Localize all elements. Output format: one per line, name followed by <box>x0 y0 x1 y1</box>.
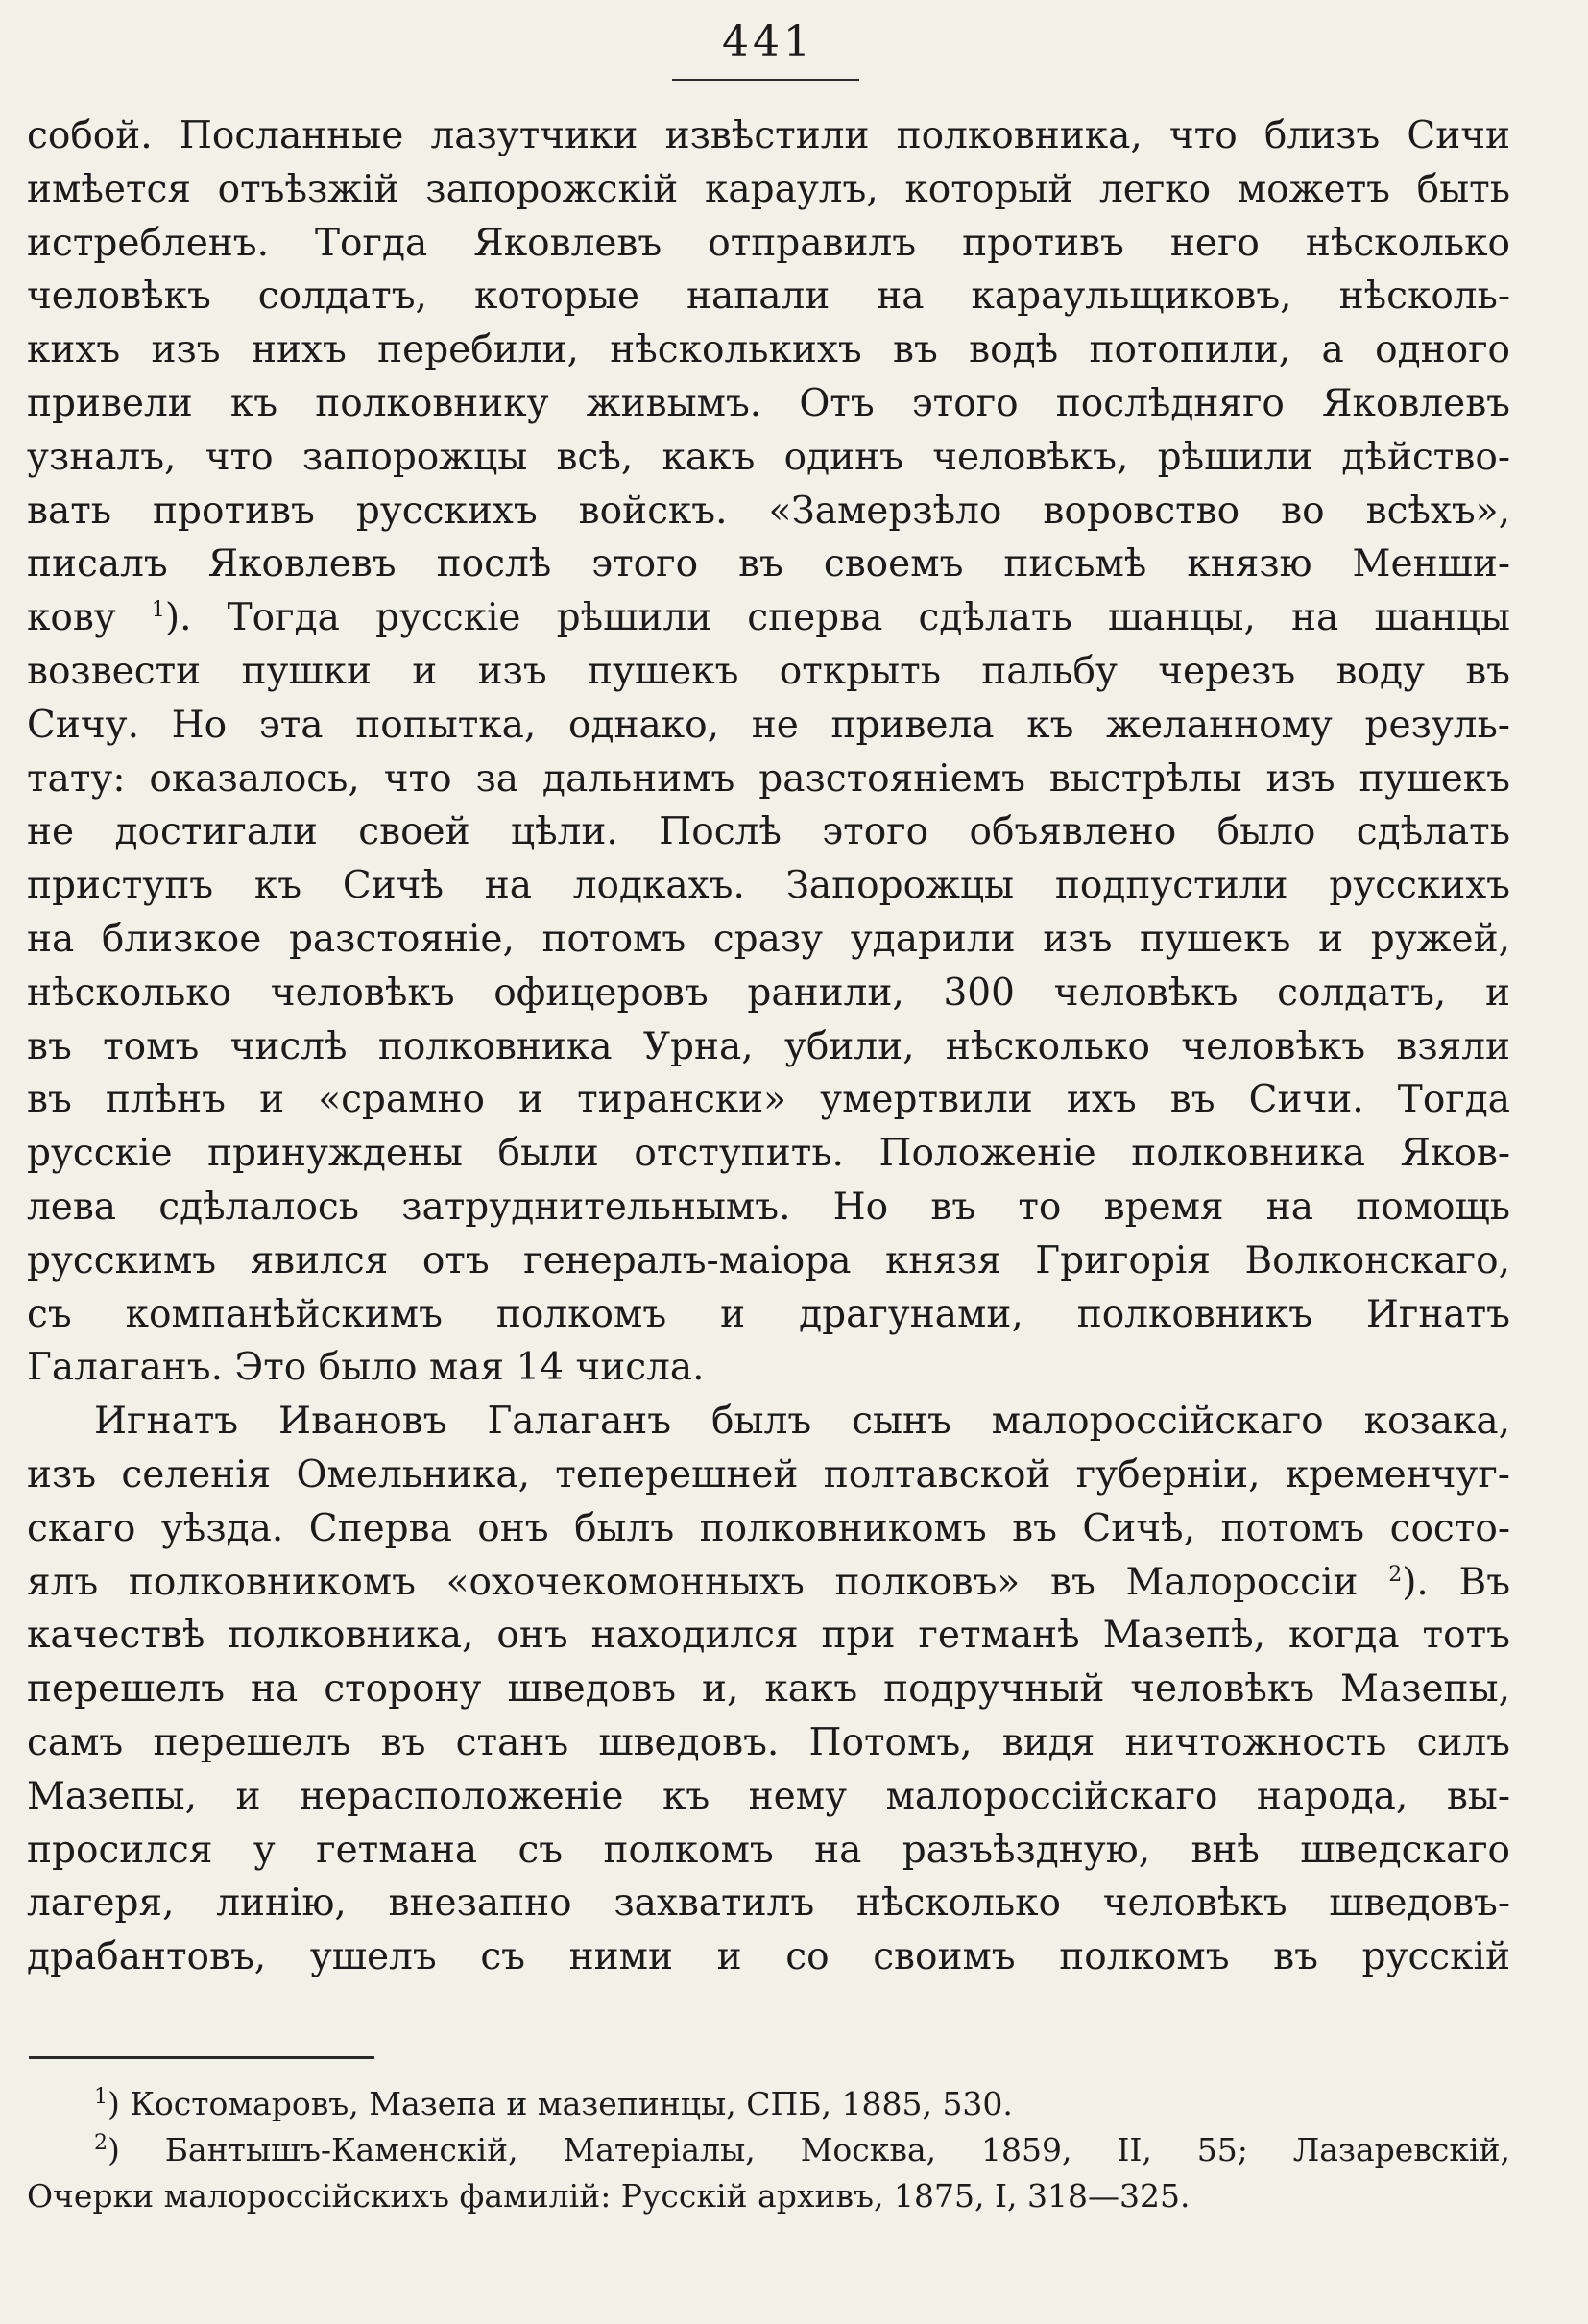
text-line-paragraph-start: Игнатъ Ивановъ Галаганъ былъ сынъ малороссійскаго козака, <box>94 1400 1510 1444</box>
footnote-ref-1: 1 <box>151 598 165 623</box>
text-fragment: кову <box>27 596 116 640</box>
text-line: самъ перешелъ въ станъ шведовъ. Потомъ, видя ничтожность силъ <box>27 1720 1510 1764</box>
text-line: возвести пушки и изъ пушекъ открыть пальбу черезъ воду въ <box>27 649 1510 693</box>
text-line: узналъ, что запорожцы всѣ, какъ одинъ человѣкъ, рѣшили дѣйство- <box>27 435 1510 479</box>
text-line: русскимъ явился отъ генералъ-маіора князя Григорія Волконскаго, <box>27 1238 1510 1282</box>
text-line: человѣкъ солдатъ, которые напали на караульщиковъ, нѣсколь- <box>27 275 1510 319</box>
text-line: Мазепы, и нерасположеніе къ нему малороссійскаго народа, вы- <box>27 1774 1510 1818</box>
text-line: приступъ къ Сичѣ на лодкахъ. Запорожцы подпустили русскихъ <box>27 864 1510 908</box>
footnote-text: ) Бантышъ-Каменскій, Матеріалы, Москва, 1859, II, 55; Лазаревскій, <box>108 2131 1510 2168</box>
text-line-paragraph-end: Галаганъ. Это было мая 14 числа. <box>27 1346 705 1390</box>
footnote-text: ) Костомаровъ, Мазепа и мазепинцы, СПБ, 1885, 530. <box>108 2085 1013 2122</box>
page-number: 441 <box>722 17 814 66</box>
text-fragment: ). Въ <box>1402 1560 1510 1604</box>
text-line: привели къ полковнику живымъ. Отъ этого послѣдняго Яковлевъ <box>27 381 1510 425</box>
footnote-2-continuation: Очерки малороссійскихъ фамилій: Русскій архивъ, 1875, I, 318—325. <box>27 2177 1191 2215</box>
text-line: русскіе принуждены были отступить. Положеніе полковника Яков- <box>27 1132 1510 1176</box>
text-line: изъ селенія Омельника, теперешней полтавской губерніи, кременчуг- <box>27 1452 1510 1497</box>
main-text <box>27 109 1510 1984</box>
text-line: истребленъ. Тогда Яковлевъ отправилъ противъ него нѣсколько <box>27 221 1510 265</box>
text-line: на близкое разстояніе, потомъ сразу ударили изъ пушекъ и ружей, <box>27 917 1510 961</box>
text-line: вать противъ русскихъ войскъ. «Замерзѣло воровство во всѣхъ», <box>27 489 1510 533</box>
text-line: Сичу. Но эта попытка, однако, не привела къ желанному резуль- <box>27 703 1510 747</box>
text-fragment: ). Тогда русскіе рѣшили сперва сдѣлать шанцы, на шанцы <box>164 596 1510 640</box>
text-line: драбантовъ, ушелъ съ ними и со своимъ полкомъ въ русскій <box>27 1935 1510 1979</box>
text-line: писалъ Яковлевъ послѣ этого въ своемъ письмѣ князю Менши- <box>27 542 1510 587</box>
text-line: лева сдѣлалось затруднительнымъ. Но въ то время на помощь <box>27 1185 1510 1229</box>
text-line: перешелъ на сторону шведовъ и, какъ подручный человѣкъ Мазепы, <box>27 1667 1510 1712</box>
footnote-ref-2: 2 <box>1388 1562 1403 1587</box>
text-line: просился у гетмана съ полкомъ на разъѣздную, внѣ шведскаго <box>27 1828 1510 1872</box>
text-line: въ томъ числѣ полковника Урна, убили, нѣсколько человѣкъ взяли <box>27 1024 1510 1068</box>
footnote-marker: 2 <box>94 2131 108 2155</box>
text-line: имѣется отъѣзжій запорожскій караулъ, который легко можетъ быть <box>27 167 1510 211</box>
text-line: въ плѣнъ и «срамно и тирански» умертвили ихъ въ Сичи. Тогда <box>27 1078 1510 1122</box>
text-line: нѣсколько человѣкъ офицеровъ ранили, 300 человѣкъ солдатъ, и <box>27 970 1510 1015</box>
footnotes <box>27 2081 1510 2219</box>
page-number-rule <box>672 79 859 81</box>
text-line: съ компанѣйскимъ полкомъ и драгунами, полковникъ Игнатъ <box>27 1292 1510 1336</box>
text-line: кихъ изъ нихъ перебили, нѣсколькихъ въ водѣ потопили, а одного <box>27 328 1510 372</box>
text-line-with-footnote-ref <box>27 591 1510 645</box>
text-line: собой. Посланные лазутчики извѣстили полковника, что близъ Сичи <box>27 114 1510 157</box>
footnote-2 <box>27 2127 1510 2173</box>
text-fragment: ялъ полковникомъ «охочекомонныхъ полковъ» въ Малороссіи <box>27 1560 1359 1604</box>
text-line: лагеря, линію, внезапно захватилъ нѣсколько человѣкъ шведовъ- <box>27 1881 1510 1926</box>
footnote-marker: 1 <box>94 2085 108 2109</box>
text-line: качествѣ полковника, онъ находился при гетманѣ Мазепѣ, когда тотъ <box>27 1614 1510 1658</box>
footnote-1 <box>27 2081 1510 2127</box>
text-line: скаго уѣзда. Сперва онъ былъ полковникомъ въ Сичѣ, потомъ состо- <box>27 1506 1510 1550</box>
text-line: не достигали своей цѣли. Послѣ этого объявлено было сдѣлать <box>27 810 1510 854</box>
text-line: тату: оказалось, что за дальнимъ разстояніемъ выстрѣлы изъ пушекъ <box>27 756 1510 801</box>
footnote-rule <box>29 2056 374 2059</box>
text-line-with-footnote-ref <box>27 1556 1510 1610</box>
